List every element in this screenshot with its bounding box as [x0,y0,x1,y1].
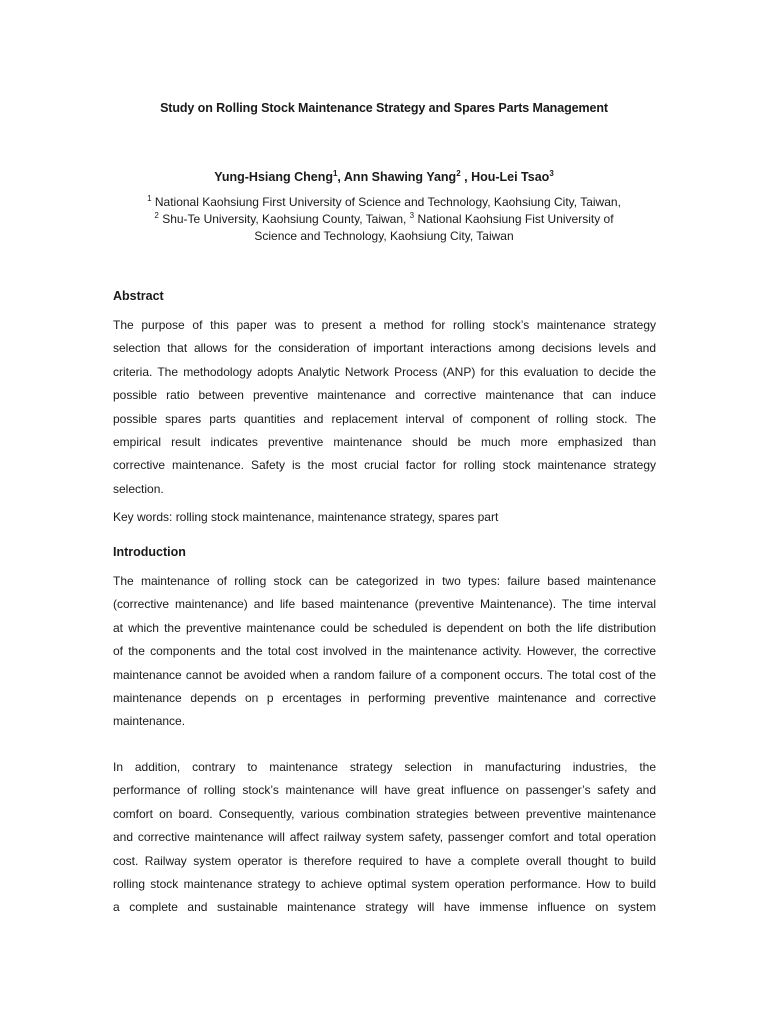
affiliation-line [0,211,768,228]
author-superscript: 2 [456,169,461,178]
text-line: and corrective maintenance will affect railway system safety, passenger comfort and total operation [113,830,656,845]
text-line: possible spares parts quantities and replacement interval of component of rolling stock. The [113,411,656,426]
text-line: maintenance cannot be avoided when a random failure of a component occurs. The total cost of the [113,667,656,682]
author-superscript: 1 [332,169,338,178]
text-line: criteria. The methodology adopts Analytic Network Process (ANP) for this evaluation to decide the [113,364,656,379]
affiliation-line [0,194,768,211]
text-line: possible ratio between preventive maintenance and corrective maintenance that can induce [113,388,656,403]
author-separator: , [460,170,472,184]
text-line: selection. [113,481,164,496]
affiliation-superscript: 1 [147,194,152,203]
author-separator: , [337,170,344,184]
affiliations [0,194,768,245]
affiliation-text: Shu-Te University, Kaohsiung County, Taiwan, [158,212,410,226]
author-name: Ann Shawing Yang [343,170,457,184]
text-line: The maintenance of rolling stock can be categorized in two types: failure based maintenance [113,574,656,588]
author-line [0,170,768,184]
abstract-paragraph [113,314,656,501]
text-line: comfort on board. Consequently, various combination strategies between preventive maintenance [113,806,656,821]
text-line: of the components and the total cost involved in the maintenance activity. However, the corrective [113,644,656,659]
introduction-paragraph-2 [113,756,656,920]
author-superscript: 3 [549,169,554,178]
text-line: maintenance depends on p ercentages in performing preventive maintenance and corrective [113,691,656,706]
text-line: empirical result indicates preventive maintenance should be much more emphasized than [113,435,656,450]
text-line: The purpose of this paper was to present a method for rolling stock’s maintenance strategy [113,318,656,332]
abstract-heading: Abstract [113,289,164,303]
text-line: a complete and sustainable maintenance strategy will have immense influence on system [113,900,656,915]
introduction-paragraph-1 [113,570,656,734]
affiliation-superscript: 2 [154,211,159,220]
text-line: selection that allows for the consideration of important interactions among decisions levels and [113,341,656,356]
text-line: maintenance. [113,714,186,729]
author-name: Yung-Hsiang Cheng [214,170,333,184]
affiliation-superscript: 3 [409,211,415,220]
text-line: performance of rolling stock’s maintenance will have great influence on passenger’s safety and [113,783,656,798]
text-line: rolling stock maintenance strategy to achieve optimal system operation performance. How to build [113,877,656,892]
introduction-heading: Introduction [113,545,186,559]
keywords-line: Key words: rolling stock maintenance, maintenance strategy, spares part [113,510,499,524]
text-line: at which the preventive maintenance could be scheduled is dependent on both the life distribution [113,620,656,635]
text-line: corrective maintenance. Safety is the most crucial factor for rolling stock maintenance strategy [113,458,656,473]
text-line: In addition, contrary to maintenance strategy selection in manufacturing industries, the [113,760,656,774]
text-line: (corrective maintenance) and life based maintenance (preventive Maintenance). The time interval [113,597,656,612]
affiliation-line [0,228,768,245]
paper-title: Study on Rolling Stock Maintenance Strategy and Spares Parts Management [160,101,608,115]
affiliation-text: National Kaohsiung Fist University of [414,212,614,226]
affiliation-text: Science and Technology, Kaohsiung City, Taiwan [254,229,514,243]
affiliation-text: National Kaohsiung First University of Science and Technology, Kaohsiung City, Taiwan, [151,195,621,209]
text-line: cost. Railway system operator is therefore required to have a complete overall thought to build [113,853,656,868]
author-name: Hou-Lei Tsao [471,170,550,184]
